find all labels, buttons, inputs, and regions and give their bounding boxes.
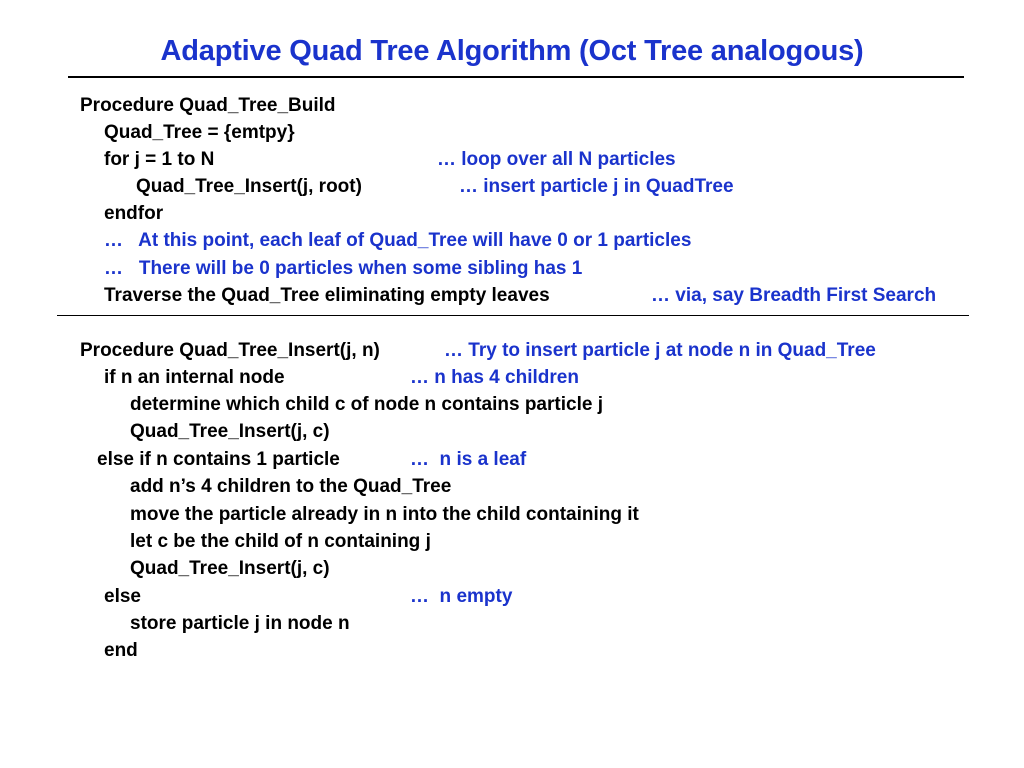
build-traverse-comment: … via, say Breadth First Search	[651, 285, 937, 306]
insert-if-internal-comment: … n has 4 children	[410, 367, 579, 388]
build-init-line: Quad_Tree = {emtpy}	[104, 122, 295, 143]
slide-title: Adaptive Quad Tree Algorithm (Oct Tree analogous)	[160, 35, 864, 67]
build-for-comment: … loop over all N particles	[437, 149, 676, 170]
insert-procedure-comment: … Try to insert particle j at node n in Quad_Tree	[444, 340, 876, 361]
insert-let-c-line: let c be the child of n containing j	[130, 531, 431, 552]
build-note-sibling: … There will be 0 particles when some sibling has 1	[104, 258, 583, 279]
insert-recurse-line-1: Quad_Tree_Insert(j, c)	[130, 421, 330, 442]
insert-store-line: store particle j in node n	[130, 613, 350, 634]
build-endfor-line: endfor	[104, 203, 164, 224]
insert-procedure-header: Procedure Quad_Tree_Insert(j, n)	[80, 340, 380, 361]
build-for-line: for j = 1 to N	[104, 149, 215, 170]
insert-recurse-line-2: Quad_Tree_Insert(j, c)	[130, 558, 330, 579]
insert-determine-line: determine which child c of node n contains particle j	[130, 394, 603, 415]
insert-if-internal-line: if n an internal node	[104, 367, 285, 388]
insert-else-comment: … n empty	[410, 586, 513, 607]
insert-add-children-line: add n’s 4 children to the Quad_Tree	[130, 476, 452, 497]
build-insert-comment: … insert particle j in QuadTree	[459, 176, 734, 197]
insert-elseif-comment: … n is a leaf	[410, 449, 527, 470]
insert-else-line: else	[104, 586, 141, 607]
section-divider	[57, 315, 969, 316]
insert-end-line: end	[104, 640, 138, 661]
insert-elseif-line: else if n contains 1 particle	[97, 449, 340, 470]
build-traverse-line: Traverse the Quad_Tree eliminating empty leaves	[104, 285, 550, 306]
build-note-leaf-count: … At this point, each leaf of Quad_Tree will have 0 or 1 particles	[104, 230, 692, 251]
insert-move-particle-line: move the particle already in n into the child containing it	[130, 504, 639, 525]
build-insert-call: Quad_Tree_Insert(j, root)	[136, 176, 362, 197]
title-underline	[68, 76, 964, 78]
build-procedure-header: Procedure Quad_Tree_Build	[80, 95, 336, 116]
